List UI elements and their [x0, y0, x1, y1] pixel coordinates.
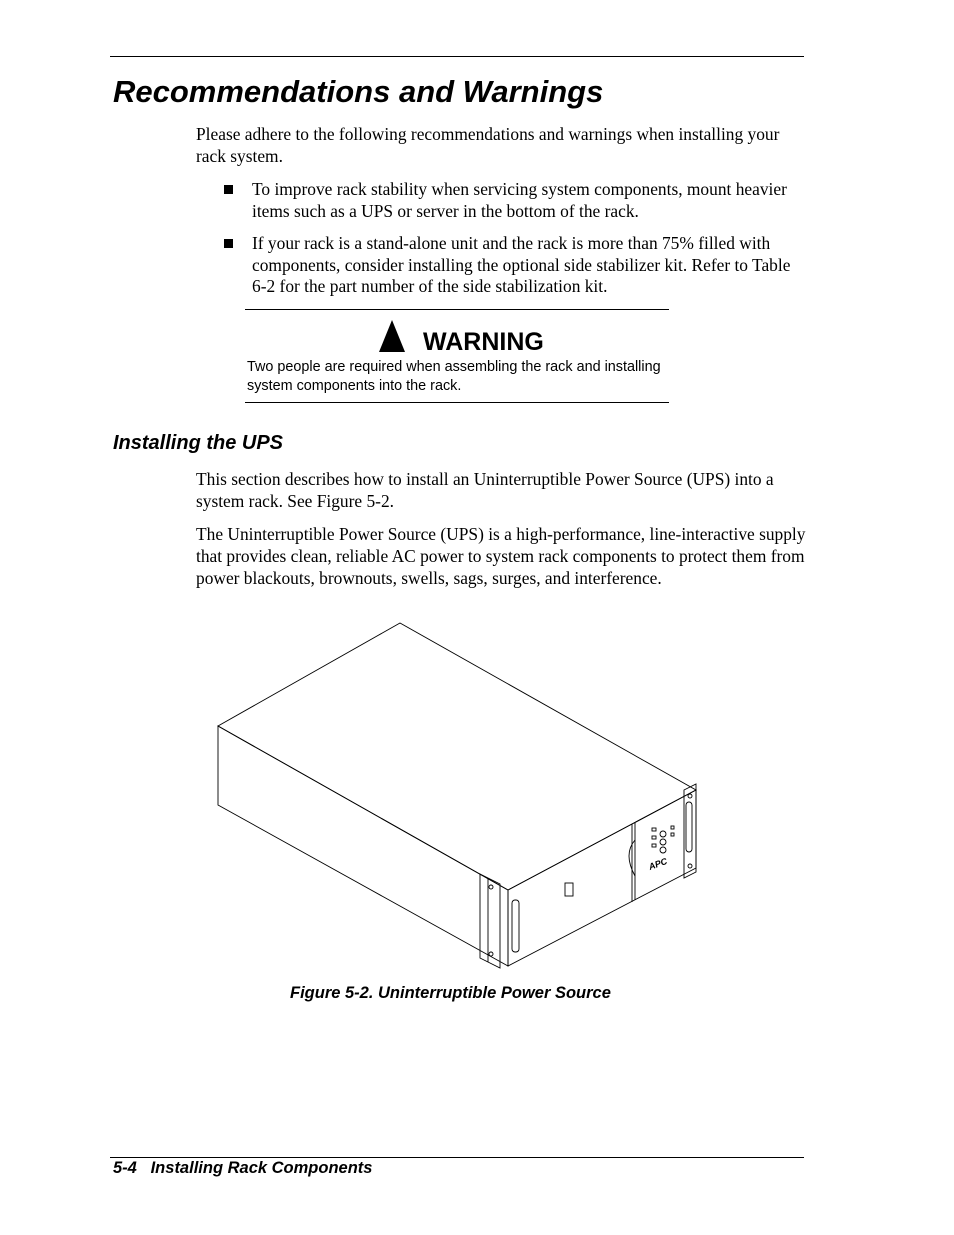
square-bullet-icon	[224, 239, 233, 248]
header-rule	[110, 56, 804, 57]
warning-text: Two people are required when assembling the rack and installing system components into the rack.	[247, 359, 661, 394]
intro-paragraph: Please adhere to the following recommendations and warnings when installing your rack system.	[196, 124, 780, 166]
bullet-text: To improve rack stability when servicing system components, mount heavier items such as a UPS or server in the bottom of the rack.	[252, 179, 787, 221]
warning-box	[245, 309, 669, 403]
page-title: Recommendations and Warnings	[113, 74, 604, 109]
page-footer: 5-4 Installing Rack Components	[113, 1159, 373, 1177]
ups-front-face	[508, 790, 696, 966]
figure-caption: Figure 5-2. Uninterruptible Power Source	[290, 984, 611, 1002]
ups-side-face	[218, 726, 508, 966]
warning-triangle-icon	[379, 320, 405, 352]
warning-heading: WARNING	[423, 328, 544, 356]
section-heading: Installing the UPS	[113, 432, 284, 454]
ups-top-face	[218, 623, 696, 890]
ups-brand-label: APC	[647, 855, 669, 872]
section-paragraph: This section describes how to install an Uninterruptible Power Source (UPS) into a system rack. See Figure 5-2.	[196, 469, 774, 511]
footer-rule	[110, 1157, 804, 1158]
square-bullet-icon	[224, 185, 233, 194]
bullet-text: If your rack is a stand-alone unit and the rack is more than 75% filled with components, consider installing the optional side stabilizer kit. Refer to Table 6-2 for the part number of the side stabilization kit.	[252, 233, 791, 296]
ups-illustration	[210, 618, 710, 978]
section-paragraph: The Uninterruptible Power Source (UPS) is a high-performance, line-interactive supply that provides clean, reliable AC power to system rack components to protect them from power blackouts, brownouts, swells, sags, surges, and interference.	[196, 524, 806, 588]
